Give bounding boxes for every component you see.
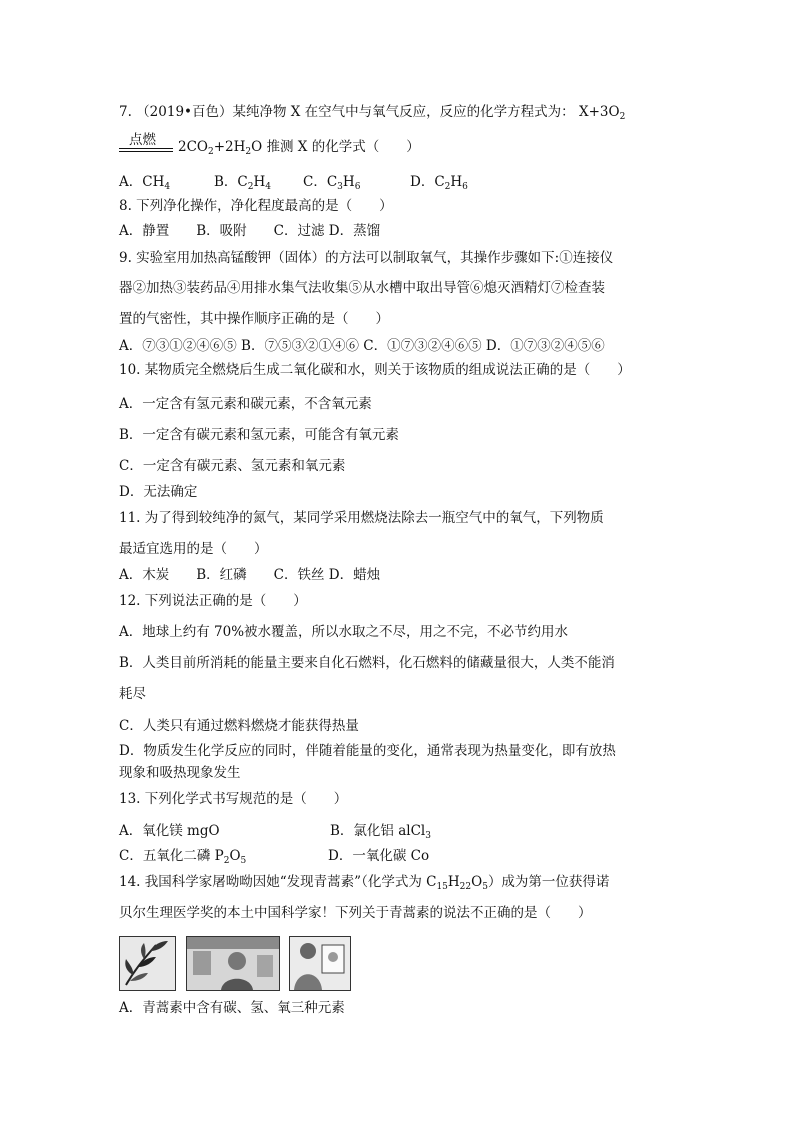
condition-label: 点燃 [129,132,156,148]
q12-option-b-line1: B．人类目前所消耗的能量主要来自化石燃料，化石燃料的储藏量很大，人类不能消 [119,655,615,671]
q10-option-d: D．无法确定 [119,484,198,500]
equal-line-bottom [119,151,173,152]
equal-line-top [119,148,173,149]
q11-stem-line1: 11. 为了得到较纯净的氮气，某同学采用燃烧法除去一瓶空气中的氧气，下列物质 [119,510,604,526]
q13-option-a: A．氧化镁 mgO [119,823,220,839]
q8-options: A．静置 B．吸附 C．过滤 D．蒸馏 [119,223,381,239]
eq-sub: 2 [245,147,252,157]
q9-stem-line2: 器②加热③装药品④用排水集气法收集⑤从水槽中取出导管⑥熄灭酒精灯⑦检查装 [119,280,605,296]
eq-part: O 推测 X 的化学式（ ） [251,139,420,155]
q7-stem [119,103,625,126]
eq-sub: 2 [208,147,214,157]
q13-option-b: B．氯化铝 alCl$_3$ [330,823,431,841]
scientist-holding-award-photo [289,936,351,991]
scientist-portrait-photo [186,936,280,991]
q9-stem-line3: 置的气密性，其中操作顺序正确的是（ ） [119,311,389,327]
q9-options: A．⑦③①②④⑥⑤ B．⑦⑤③②①④⑥ C．①⑦③②④⑥⑤ D．①⑦③②④⑤⑥ [119,338,605,354]
eq-part: 2CO [178,139,208,155]
q12-option-a: A．地球上约有 70%被水覆盖，所以水取之不尽，用之不完，不必节约用水 [119,624,569,640]
q13-option-c: C．五氧化二磷 $P_2O_5$ [119,848,247,866]
q7-option-d: D．$C_2H_6$ [410,174,468,192]
q10-option-b: B．一定含有碳元素和氢元素，可能含有氧元素 [119,427,399,443]
q9-stem-line1: 9. 实验室用加热高锰酸钾（固体）的方法可以制取氧气，其操作步骤如下:①连接仪 [119,250,614,266]
q14-option-a: A．青蒿素中含有碳、氢、氧三种元素 [119,1000,345,1016]
reaction-condition [119,128,175,156]
q7-sub: 2 [619,112,626,122]
q7-option-a: A．$CH_4$ [119,174,171,192]
q13-stem: 13. 下列化学式书写规范的是（ ） [119,791,348,807]
q12-option-d-line2: 现象和吸热现象发生 [119,765,241,781]
eq-part: +2H [213,139,246,155]
q8-stem: 8. 下列净化操作，净化程度最高的是（ ） [119,198,393,214]
q12-option-c: C．人类只有通过燃料燃烧才能获得热量 [119,718,359,734]
q14-stem-line2: 贝尔生理医学奖的本土中国科学家！下列关于青蒿素的说法不正确的是（ ） [119,905,592,921]
q12-option-d-line1: D．物质发生化学反应的同时，伴随着能量的变化，通常表现为热量变化，即有放热 [119,743,616,759]
q10-stem: 10. 某物质完全燃烧后生成二氧化碳和水，则关于该物质的组成说法正确的是（ ） [119,362,631,378]
q13-option-d: D．一氧化碳 Co [328,848,430,864]
q11-stem-line2: 最适宜选用的是（ ） [119,541,268,557]
q12-option-b-line2: 耗尽 [119,686,146,702]
q7-option-c: C．$C_3H_6$ [303,174,361,192]
q12-stem: 12. 下列说法正确的是（ ） [119,593,307,609]
q7-stem-text: 7. （2019•百色）某纯净物 X 在空气中与氧气反应，反应的化学方程式为： X+3O [119,104,620,120]
q10-option-a: A．一定含有氢元素和碳元素，不含氧元素 [119,396,372,412]
q10-option-c: C．一定含有碳元素、氢元素和氧元素 [119,458,346,474]
q7-equation [178,138,420,161]
artemisia-plant-photo [119,936,176,991]
q11-options: A．木炭 B．红磷 C．铁丝 D．蜡烛 [119,567,381,583]
q7-option-b: B．$C_2H_4$ [214,174,271,192]
q14-stem-line1: 14. 我国科学家屠呦呦因她“发现青蒿素”（化学式为 $C_{15}H_{22}O_5$）成为第一位获得诺 [119,874,610,892]
